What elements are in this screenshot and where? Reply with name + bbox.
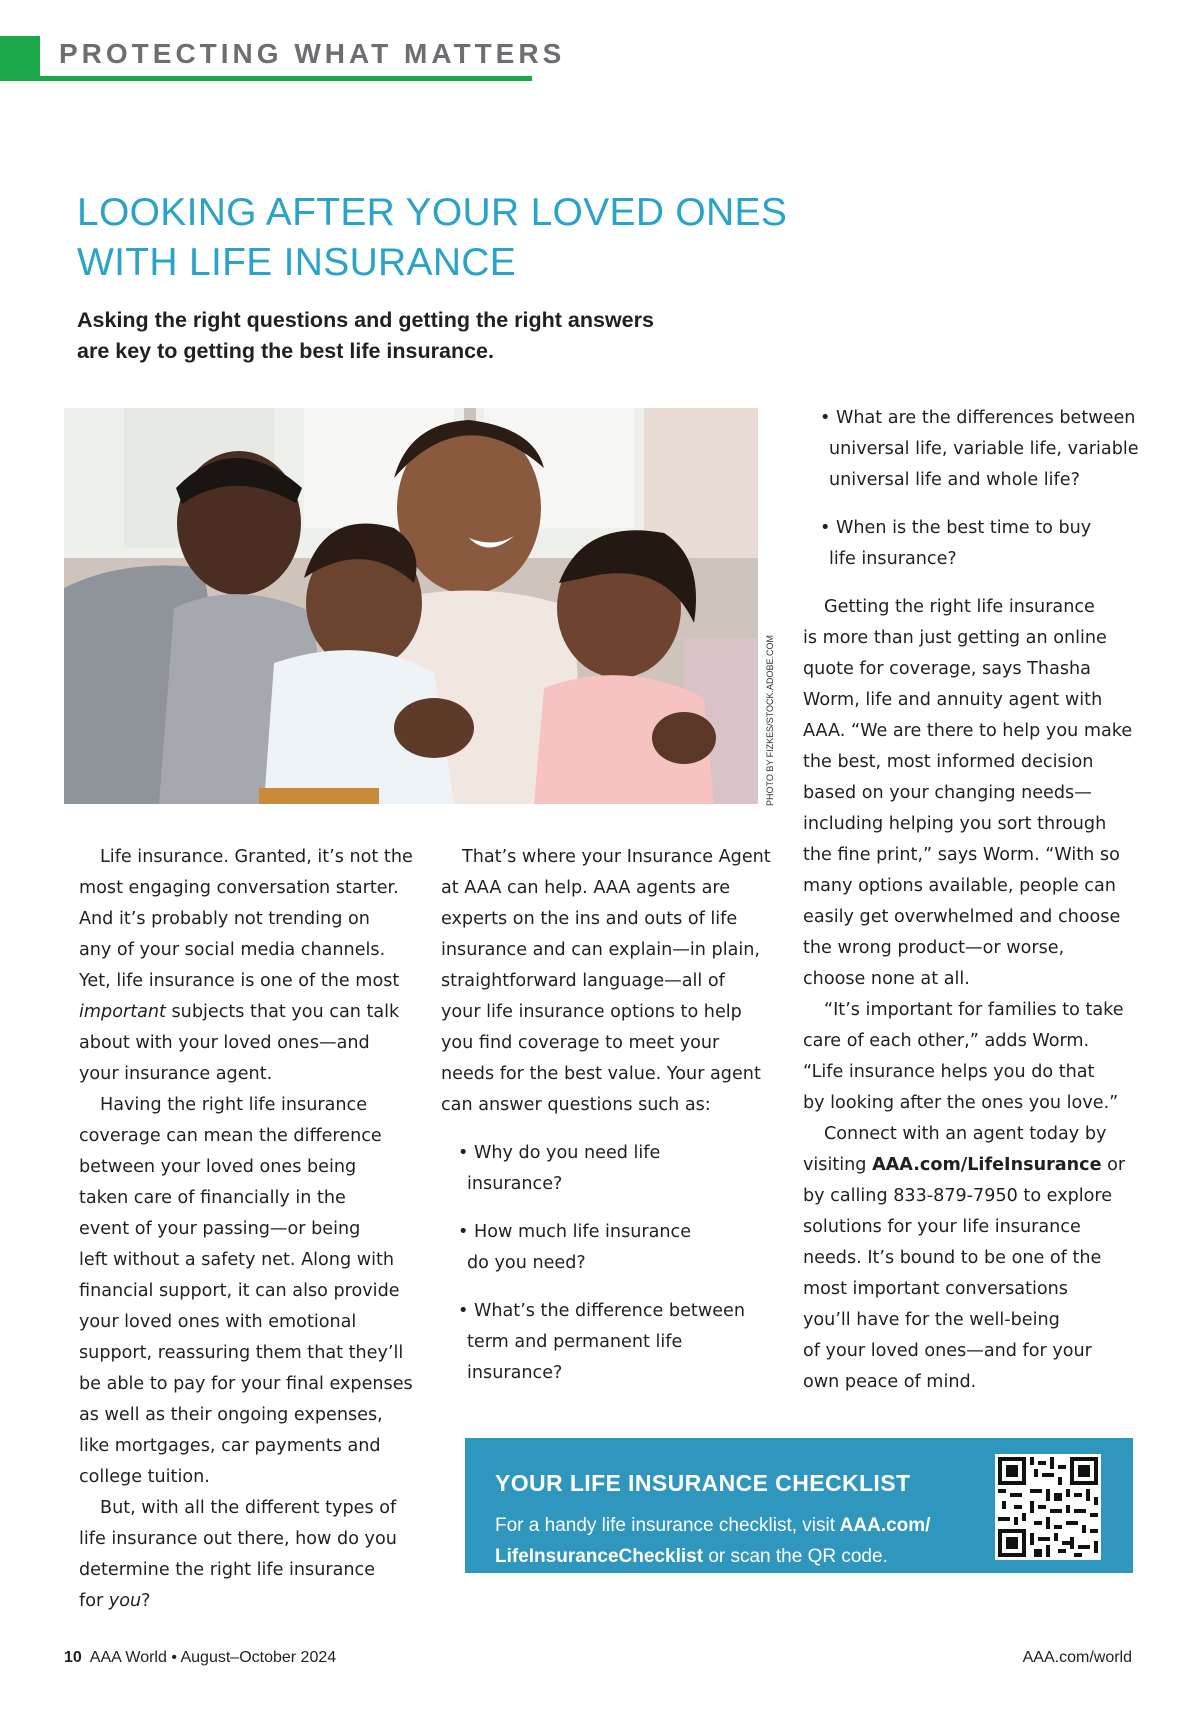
body-line: solutions for your life insurance [803,1217,1081,1237]
checklist-callout [465,1438,1133,1573]
footer-url[interactable]: AAA.com/world [1022,1649,1132,1666]
body-line: “It’s important for families to take [824,1000,1124,1020]
body-line: But, with all the different types of [100,1498,397,1518]
emphasis-important: important [79,1002,166,1022]
body-line: you find coverage to meet your [441,1033,720,1053]
body-line: Having the right life insurance [100,1095,368,1115]
body-line: by calling 833-879-7950 to explore [803,1186,1113,1206]
callout-text: For a handy life insurance checklist, visit [495,1515,836,1536]
body-line: the fine print,” says Worm. “With so [803,845,1120,865]
family-photo-illustration [64,408,758,804]
body-line: Yet, life insurance is one of the most [79,971,400,991]
body-line: taken care of financially in the [79,1188,346,1208]
checklist-link-part-1[interactable]: AAA.com/ [839,1515,931,1536]
body-line: coverage can mean the difference [79,1126,382,1146]
body-line: based on your changing needs— [803,783,1092,803]
body-line: many options available, people can [803,876,1116,896]
body-line: most engaging conversation starter. [79,878,399,898]
body-line: you’ll have for the well-being [803,1310,1060,1330]
body-line: left without a safety net. Along with [79,1250,395,1270]
body-line: Life insurance. Granted, it’s not the [100,847,413,867]
body-column-2 [441,842,786,1389]
body-line-text: or [1107,1155,1126,1175]
body-line: Getting the right life insurance [824,597,1095,617]
bullet-continuation: insurance? [467,1174,563,1194]
qr-code-icon[interactable] [995,1454,1101,1560]
body-line: choose none at all. [803,969,970,989]
body-line-text: visiting [803,1155,867,1175]
body-line: insurance and can explain—in plain, [441,940,760,960]
body-line: at AAA can help. AAA agents are [441,878,731,898]
life-insurance-link[interactable]: AAA.com/LifeInsurance [872,1155,1102,1175]
body-line-text: for [79,1591,104,1611]
body-line: financial support, it can also provide [79,1281,400,1301]
emphasis-you: you [108,1591,142,1611]
bullet-item: • How much life insurance [458,1222,692,1242]
body-line: needs. It’s bound to be one of the [803,1248,1102,1268]
body-line [79,997,424,1028]
callout-text: or scan the QR code. [708,1546,888,1567]
body-line-text: ? [141,1591,151,1611]
body-line: And it’s probably not trending on [79,909,370,929]
body-line: your insurance agent. [79,1064,273,1084]
body-line: most important conversations [803,1279,1068,1299]
body-line: AAA. “We are there to help you make [803,721,1133,741]
callout-body [495,1510,975,1572]
body-line: needs for the best value. Your agent [441,1064,761,1084]
footer-left [64,1649,336,1667]
section-title: PROTECTING WHAT MATTERS [59,38,566,69]
bullet-item: • When is the best time to buy [820,518,1092,538]
body-line: own peace of mind. [803,1372,977,1392]
body-line [79,1586,424,1617]
section-underline [40,76,532,81]
body-line: like mortgages, car payments and [79,1436,381,1456]
section-accent-bar [0,36,40,81]
body-line [803,1150,1148,1181]
page-number: 10 [64,1649,82,1666]
body-line: easily get overwhelmed and choose [803,907,1121,927]
headline [77,188,837,288]
callout-title: YOUR LIFE INSURANCE CHECKLIST [495,1470,911,1496]
body-line: quote for coverage, says Thasha [803,659,1091,679]
body-line: is more than just getting an online [803,628,1107,648]
body-line: by looking after the ones you love.” [803,1093,1119,1113]
body-column-1 [79,842,424,1617]
body-line: determine the right life insurance [79,1560,376,1580]
deck-line-2: are key to getting the best life insurance. [77,339,494,363]
bullet-item: • What are the differences between [820,408,1136,428]
body-line: as well as their ongoing expenses, [79,1405,383,1425]
bullet-item: • What’s the difference between [458,1301,746,1321]
photo-credit: PHOTO BY FIZKES/STOCK.ADOBE.COM [765,634,775,806]
family-photo [64,408,758,804]
body-line: of your loved ones—and for your [803,1341,1092,1361]
body-line: straightforward language—all of [441,971,725,991]
body-line: including helping you sort through [803,814,1107,834]
body-column-3 [803,403,1148,1398]
checklist-link-part-2[interactable]: LifeInsuranceChecklist [495,1546,704,1567]
body-line: Worm, life and annuity agent with [803,690,1103,710]
callout-line [495,1510,975,1541]
body-line: be able to pay for your final expenses [79,1374,413,1394]
bullet-continuation: insurance? [467,1363,563,1383]
callout-line [495,1541,975,1572]
body-line: care of each other,” adds Worm. [803,1031,1090,1051]
deck-line-1: Asking the right questions and getting the right answers [77,308,654,332]
bullet-continuation: universal life and whole life? [829,470,1080,490]
body-line: your loved ones with emotional [79,1312,357,1332]
body-line: event of your passing—or being [79,1219,361,1239]
deck [77,305,717,367]
body-line: experts on the ins and outs of life [441,909,738,929]
body-line: the best, most informed decision [803,752,1094,772]
bullet-continuation: term and permanent life [467,1332,683,1352]
body-line: the wrong product—or worse, [803,938,1065,958]
body-line: any of your social media channels. [79,940,386,960]
headline-line-2: WITH LIFE INSURANCE [77,241,517,284]
body-line: college tuition. [79,1467,210,1487]
body-line: between your loved ones being [79,1157,357,1177]
bullet-continuation: do you need? [467,1253,586,1273]
headline-line-1: LOOKING AFTER YOUR LOVED ONES [77,191,788,234]
publication-info: AAA World • August–October 2024 [89,1649,337,1666]
body-line: can answer questions such as: [441,1095,711,1115]
bullet-continuation: life insurance? [829,549,957,569]
body-line: life insurance out there, how do you [79,1529,397,1549]
body-line: That’s where your Insurance Agent [462,847,771,867]
body-line: “Life insurance helps you do that [803,1062,1095,1082]
bullet-continuation: universal life, variable life, variable [829,439,1139,459]
body-line: your life insurance options to help [441,1002,742,1022]
body-line: support, reassuring them that they’ll [79,1343,404,1363]
bullet-item: • Why do you need life [458,1143,661,1163]
body-line-text: subjects that you can talk [171,1002,400,1022]
body-line: Connect with an agent today by [824,1124,1107,1144]
body-line: about with your loved ones—and [79,1033,370,1053]
